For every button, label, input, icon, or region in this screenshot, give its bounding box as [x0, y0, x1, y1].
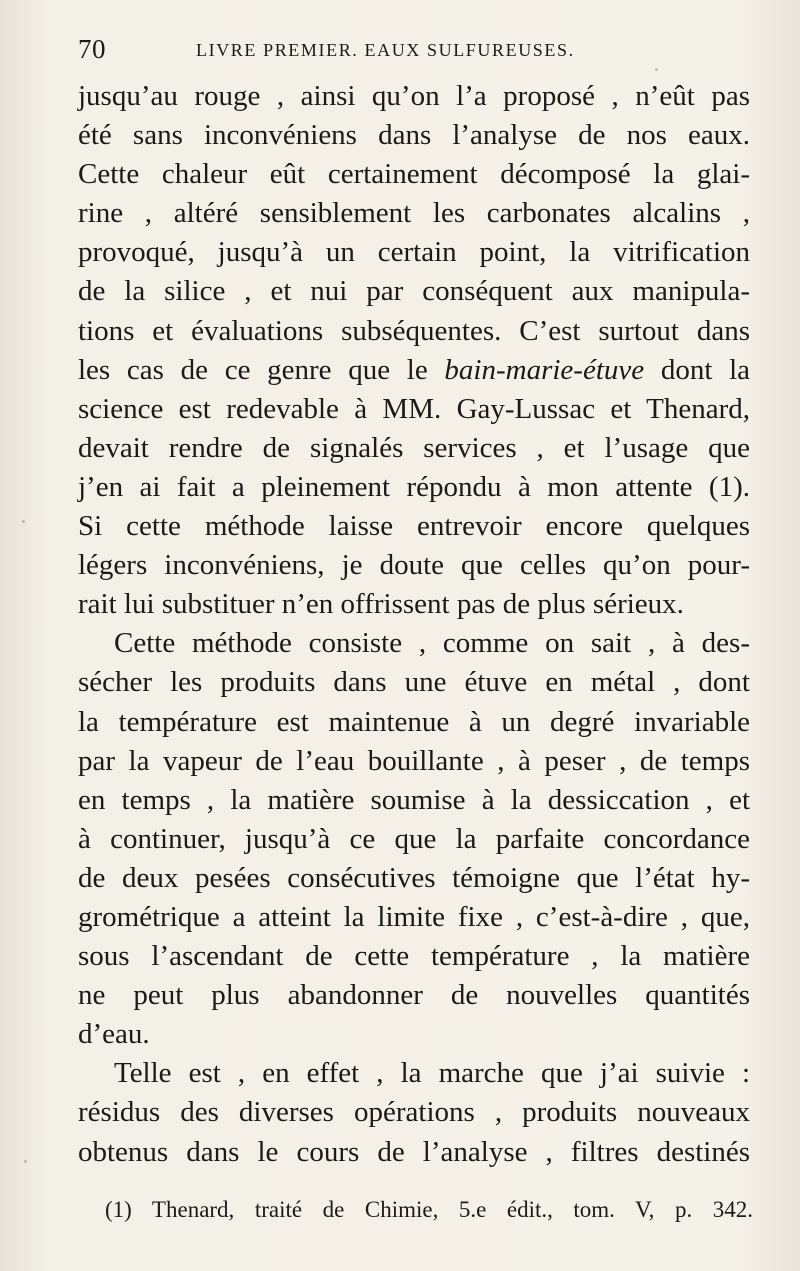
text-line: obtenus dans le cours de l’analyse , filtres destinés — [78, 1135, 750, 1168]
text-line: par la vapeur de l’eau bouillante , à peser , de temps — [78, 744, 750, 777]
text-line: d’eau. — [78, 1018, 150, 1051]
text-line: rine , altéré sensiblement les carbonates alcalins , — [78, 197, 750, 230]
paragraph-start-line: Cette méthode consiste , comme on sait , à des- — [114, 627, 750, 660]
paragraph-start-line: Telle est , en effet , la marche que j’ai suivie : — [114, 1057, 750, 1090]
page-number: 70 — [78, 34, 106, 64]
page-header — [78, 34, 758, 64]
text-line: en temps , la matière soumise à la dessiccation , et — [78, 783, 750, 816]
text-line: de la silice , et nui par conséquent aux manipula- — [78, 275, 750, 308]
running-title: LIVRE PREMIER. EAUX SULFUREUSES. — [196, 40, 575, 60]
body-text — [78, 77, 750, 1172]
line-segment: les cas de ce genre que le — [78, 353, 445, 386]
text-line: à continuer, jusqu’à ce que la parfaite concordance — [78, 822, 750, 855]
text-line: provoqué, jusqu’à un certain point, la vitrification — [78, 236, 750, 269]
text-line: jusqu’au rouge , ainsi qu’on l’a proposé , n’eût pas — [78, 80, 750, 112]
text-line: science est redevable à MM. Gay-Lussac et Thenard, — [78, 392, 750, 425]
footnote: (1) Thenard, traité de Chimie, 5.e édit., tom. V, p. 342. — [105, 1197, 753, 1222]
italic-term: bain-marie-étuve — [444, 353, 645, 386]
paper-speck — [655, 68, 658, 71]
text-line: ne peut plus abandonner de nouvelles quantités — [78, 979, 750, 1012]
text-line: Si cette méthode laisse entrevoir encore quelques — [78, 510, 750, 543]
text-line: j’en ai fait a pleinement répondu à mon attente (1). — [78, 470, 750, 503]
text-line: Cette chaleur eût certainement décomposé la glai- — [78, 158, 750, 191]
paper-speck — [24, 1160, 27, 1163]
text-line: devait rendre de signalés services , et l’usage que — [78, 431, 750, 464]
line-segment: dont la — [644, 353, 750, 386]
paper-speck — [22, 520, 25, 523]
text-line: rait lui substituer n’en offrissent pas de plus sérieux. — [78, 588, 684, 621]
text-line: tions et évaluations subséquentes. C’est surtout dans — [78, 314, 750, 347]
text-line: sous l’ascendant de cette température , la matière — [78, 940, 750, 973]
text-line: été sans inconvéniens dans l’analyse de nos eaux. — [78, 119, 750, 152]
text-line: résidus des diverses opérations , produits nouveaux — [78, 1096, 750, 1129]
text-line: grométrique a atteint la limite fixe , c’est-à-dire , que, — [78, 900, 750, 933]
text-line: légers inconvéniens, je doute que celles qu’on pour- — [78, 549, 750, 582]
text-line: la température est maintenue à un degré invariable — [78, 705, 750, 738]
text-line-with-italic — [78, 351, 750, 390]
text-line: de deux pesées consécutives témoigne que l’état hy- — [78, 861, 750, 894]
text-line: sécher les produits dans une étuve en métal , dont — [78, 666, 750, 699]
